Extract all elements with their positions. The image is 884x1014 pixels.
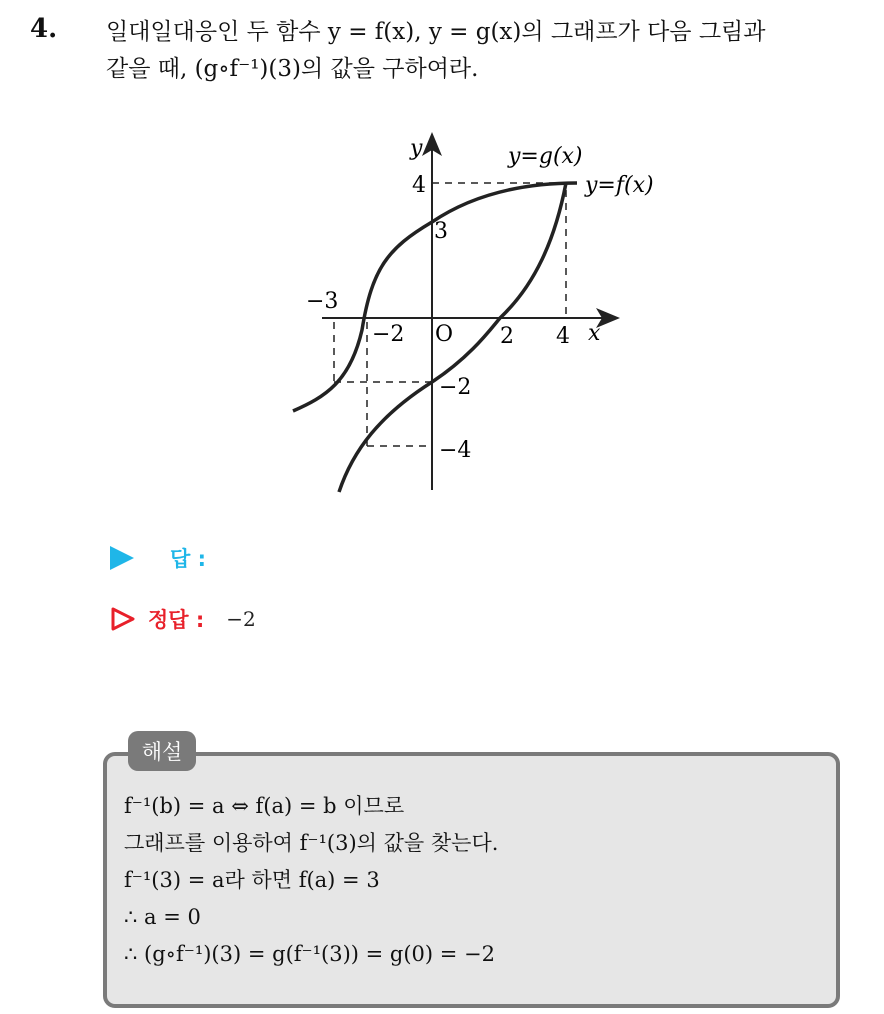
tick-y-neg2: −2 xyxy=(439,375,472,400)
function-graph xyxy=(290,125,680,505)
f-curve-label: y=f(x) xyxy=(585,173,654,198)
guide-lines xyxy=(334,183,566,446)
solution-title: 해설 xyxy=(128,731,196,771)
question-text xyxy=(106,14,876,88)
tick-x-neg3: −3 xyxy=(306,289,339,314)
answer-row xyxy=(110,543,206,573)
question-number: 4. xyxy=(30,14,58,44)
x-axis-label: x xyxy=(588,321,601,346)
tick-x2: 2 xyxy=(500,324,514,349)
correct-answer-value: −2 xyxy=(226,607,256,631)
y-axis-label: y xyxy=(410,136,423,161)
solution-line-4: ∴ a = 0 xyxy=(124,905,201,929)
tick-y-neg4: −4 xyxy=(439,438,472,463)
solution-lines xyxy=(124,788,498,973)
question-line-2: 같을 때, (g∘f⁻¹)(3)의 값을 구하여라. xyxy=(106,56,479,82)
tick-y3: 3 xyxy=(434,219,448,244)
solution-line-1: f⁻¹(b) = a ⇔ f(a) = b 이므로 xyxy=(124,794,405,818)
solution-line-3: f⁻¹(3) = a라 하면 f(a) = 3 xyxy=(124,868,380,892)
solution-line-2: 그래프를 이용하여 f⁻¹(3)의 값을 찾는다. xyxy=(124,831,499,855)
correct-answer-label: 정답 : xyxy=(148,608,205,632)
tick-x4: 4 xyxy=(556,324,570,349)
solution-line-5: ∴ (g∘f⁻¹)(3) = g(f⁻¹(3)) = g(0) = −2 xyxy=(124,942,496,966)
answer-label: 답 : xyxy=(170,547,206,571)
tick-y4: 4 xyxy=(412,173,426,198)
tick-x-neg2: −2 xyxy=(372,322,405,347)
play-triangle-icon xyxy=(110,546,134,570)
outline-triangle-icon xyxy=(110,606,136,632)
origin-label: O xyxy=(435,322,454,347)
g-curve-label: y=g(x) xyxy=(508,144,583,169)
question-line-1: 일대일대응인 두 함수 y = f(x), y = g(x)의 그래프가 다음 그림과 xyxy=(106,19,766,45)
correct-answer-row xyxy=(110,604,256,634)
